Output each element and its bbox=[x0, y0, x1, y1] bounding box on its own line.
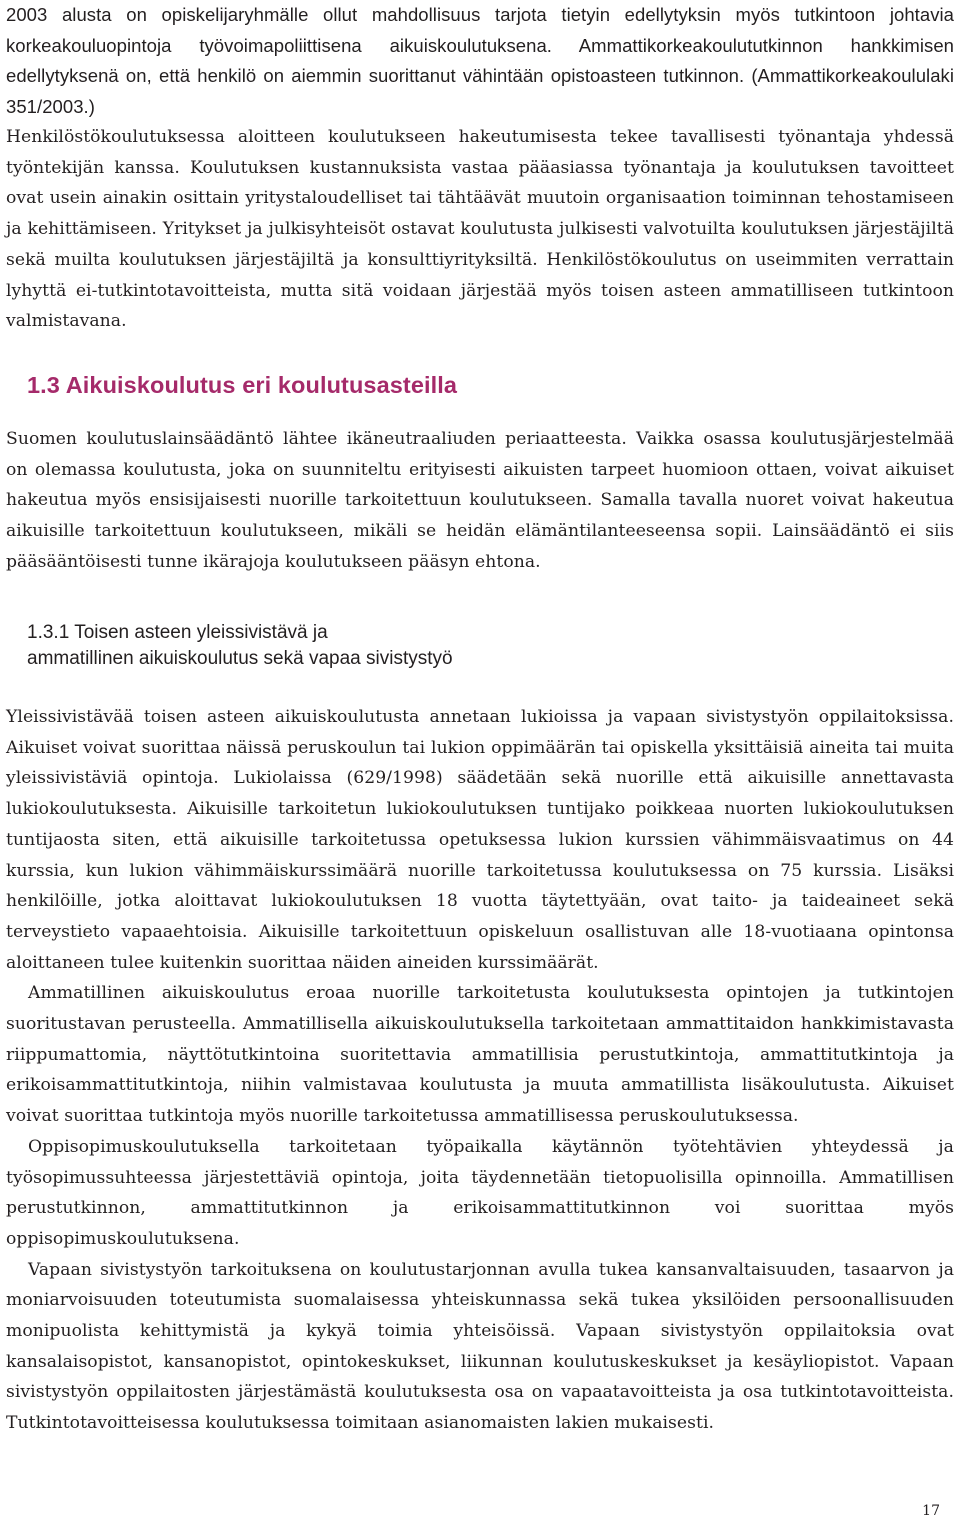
section-1-3-1-text-4: Vapaan sivistystyön tarkoituksena on koulutustarjonnan avulla tukea kansanvaltaisuuden, tasaarvon ja moniarvoisuuden toteutumista suomalaisessa yhteiskunnassa sekä tukea yksilöiden persoonallisuuden monipuolista kehittymistä ja kykyä toimia yhteisöissä. Vapaan sivistystyön oppilaitoksia ovat kansalaisopistot, kansanopistot, opintokeskukset, liikunnan koulutuskeskukset ja kesäyliopistot. Vapaan sivistystyön oppilaitosten järjestämästä koulutuksesta osa on vapaatavoitteista ja osa tutkintotavoitteista. Tutkintotavoitteisessa koulutuksessa toimitaan asianomaisten lakien mukaisesti. bbox=[6, 1259, 954, 1434]
intro-text-1: 2003 alusta on opiskelijaryhmälle ollut mahdollisuus tarjota tietyin edellytyksin myös tutkintoon johtavia korkeakouluopintoja työvoimapoliittisena aikuiskoulutuksena. Ammattikorkeakoulututkinnon hankkimisen edellytyksenä on, että henkilö on aiemmin suorittanut vähintään opistoasteen tutkinnon. (Ammattikorkeakoululaki 351/2003.) bbox=[6, 4, 954, 118]
intro-paragraph-2 bbox=[6, 122, 954, 337]
section-1-3-1-heading bbox=[27, 620, 453, 672]
section-1-3-1-text-2: Ammatillinen aikuiskoulutus eroaa nuorille tarkoitetusta koulutuksesta opintojen ja tutkintojen suoritustavan perusteella. Ammatillisella aikuiskoulutuksella tarkoitetaan ammattitaidon hankkimistavasta riippumattomia, näyttötutkintoina suoritettavia ammatillisia perustutkintoja, ammattitutkintoja ja erikoisammattitutkintoja, niihin valmistavaa koulutusta ja muuta ammatillista lisäkoulutusta. Aikuiset voivat suorittaa tutkintoja myös nuorille tarkoitetussa ammatillisessa peruskoulutuksessa. bbox=[6, 983, 954, 1127]
section-1-3-1-heading-line2: ammatillinen aikuiskoulutus sekä vapaa sivistystyö bbox=[27, 648, 453, 669]
section-1-3-heading: 1.3 Aikuiskoulutus eri koulutusasteilla bbox=[27, 372, 458, 398]
section-1-3-text: Suomen koulutuslainsäädäntö lähtee ikäneutraaliuden periaatteesta. Vaikka osassa koulutusjärjestelmää on olemassa koulutusta, joka on suunniteltu erityisesti aikuisten tarpeet huomioon ottaen, voivat aikuiset hakeutua myös ensisijaisesti nuorille tarkoitettuun koulutukseen. Samalla tavalla nuoret voivat hakeutua aikuisille tarkoitettuun koulutukseen, mikäli se heidän elämäntilanteeseensa sopii. Lainsäädäntö ei siis pääsääntöisesti tunne ikärajoja koulutukseen pääsyn ehtona. bbox=[6, 429, 954, 572]
section-1-3-1-text-1: Yleissivistävää toisen asteen aikuiskoulutusta annetaan lukioissa ja vapaan sivistystyön oppilaitoksissa. Aikuiset voivat suorittaa näissä peruskoulun tai lukion oppimäärän tai opiskella yksittäisiä aineita tai muita yleissivistäviä opintoja. Lukiolaissa (629/1998) säädetään sekä nuorille että aikuisille annettavasta lukiokoulutuksesta. Aikuisille tarkoitetun lukiokoulutuksen tuntijako poikkeaa nuorten lukiokoulutuksen tuntijaosta siten, että aikuisille tarkoitetussa opetuksessa lukion kurssien vähimmäisvaatimus on 44 kurssia, kun lukion vähimmäiskurssimäärä nuorille tarkoitetussa koulutuksessa on 75 kurssia. Lisäksi henkilöille, jotka aloittavat lukiokoulutuksen 18 vuotta täytettyään, ovat taito- ja taideaineet sekä terveystieto vapaaehtoisia. Aikuisille tarkoitettuun opiskeluun osallistuvan alle 18-vuotiaana opintonsa aloittaneen tulee kuitenkin suorittaa näiden aineiden kurssimäärät. bbox=[6, 707, 954, 973]
section-1-3-1-body bbox=[6, 702, 954, 1439]
intro-text-2: Henkilöstökoulutuksessa aloitteen koulutukseen hakeutumisesta tekee tavallisesti työnantaja yhdessä työntekijän kanssa. Koulutuksen kustannuksista vastaa pääasiassa työnantaja ja koulutuksen tavoitteet ovat usein ainakin osittain yritystaloudelliset tai tähtäävät muutoin organisaation toiminnan tehostamiseen ja kehittämiseen. Yritykset ja julkisyhteisöt ostavat koulutusta julkisesti valvotuilta koulutuksen järjestäjiltä sekä muilta koulutuksen järjestäjiltä ja konsulttiyrityksiltä. Henkilöstökoulutus on useimmiten verrattain lyhyttä ei-tutkintotavoitteista, mutta sitä voidaan järjestää myös toisen asteen ammatilliseen tutkintoon valmistavana. bbox=[6, 127, 954, 332]
page-number: 17 bbox=[922, 1503, 940, 1519]
section-1-3-1-text-3: Oppisopimuskoulutuksella tarkoitetaan työpaikalla käytännön työtehtävien yhteydessä ja työsopimussuhteessa järjestettäviä opintoja, joita täydennetään tietopuolisilla opinnoilla. Ammatillisen perustutkinnon, ammattitutkinnon ja erikoisammattitutkinnon voi suorittaa myös oppisopimuskoulutuksena. bbox=[6, 1136, 954, 1249]
section-1-3-paragraph bbox=[6, 424, 954, 578]
intro-paragraph-1 bbox=[6, 0, 954, 123]
section-1-3-1-heading-line1: 1.3.1 Toisen asteen yleissivistävä ja bbox=[27, 622, 328, 643]
